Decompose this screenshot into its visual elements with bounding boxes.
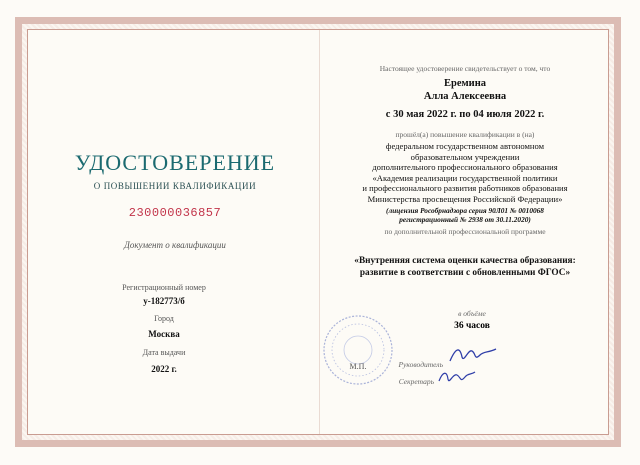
org-line: «Академия реализации государственной политики [372, 172, 558, 183]
issue-date-label: Дата выдачи [142, 348, 186, 357]
secretary-label: Секретарь [398, 377, 434, 386]
certificate-title: УДОСТОВЕРЕНИЕ [74, 150, 276, 175]
org-line: федеральном государственном автономном [385, 141, 545, 151]
volume-value: 36 часов [454, 321, 490, 331]
org-line: дополнительного профессионального образования [372, 162, 558, 172]
program-title [330, 255, 600, 279]
program-line: развитие в соответствии с обновленными ФГОС» [359, 268, 571, 278]
organization-name [330, 141, 600, 204]
certifies-text: Настоящее удостоверение свидетельствует о том, что [379, 64, 551, 73]
license-line: регистрационный № 2938 от 30.11.2020) [399, 215, 531, 224]
passed-training-text: прошёл(а) повышение квалификации в (на) [395, 130, 535, 139]
secretary-signature [437, 367, 477, 387]
training-dates: с 30 мая 2022 г. по 04 июля 2022 г. [385, 109, 545, 120]
head-signature [448, 343, 500, 367]
org-line: и профессионального развития работников образования [362, 183, 568, 193]
reg-number-label: Регистрационный номер [122, 283, 206, 292]
city-value: Москва [148, 329, 180, 339]
certificate-number: 230000036857 [128, 206, 222, 220]
volume-label: в объёме [458, 309, 486, 318]
org-line: Министерства просвещения Российской Федерации» [367, 193, 563, 204]
issue-date-value: 2022 г. [151, 364, 177, 374]
city-label: Город [154, 314, 174, 323]
org-line: образовательном учреждении [410, 151, 520, 162]
document-type: Документ о квалификации [124, 240, 226, 250]
program-type: по дополнительной профессиональной программе [384, 227, 546, 236]
head-label: Руководитель [398, 360, 443, 369]
license-info [330, 206, 600, 224]
holder-given-names: Алла Алексеевна [423, 91, 507, 102]
reg-number-value: у-182773/б [143, 296, 185, 306]
holder-surname: Еремина [443, 78, 486, 89]
license-line: (лицензия Рособрнадзора серия 90Л01 № 0010068 [386, 206, 544, 215]
certificate-subtitle: О ПОВЫШЕНИИ КВАЛИФИКАЦИИ [93, 181, 257, 191]
stamp-mark: М.П. [349, 362, 367, 371]
program-line: «Внутренняя система оценки качества образования: [354, 256, 576, 266]
